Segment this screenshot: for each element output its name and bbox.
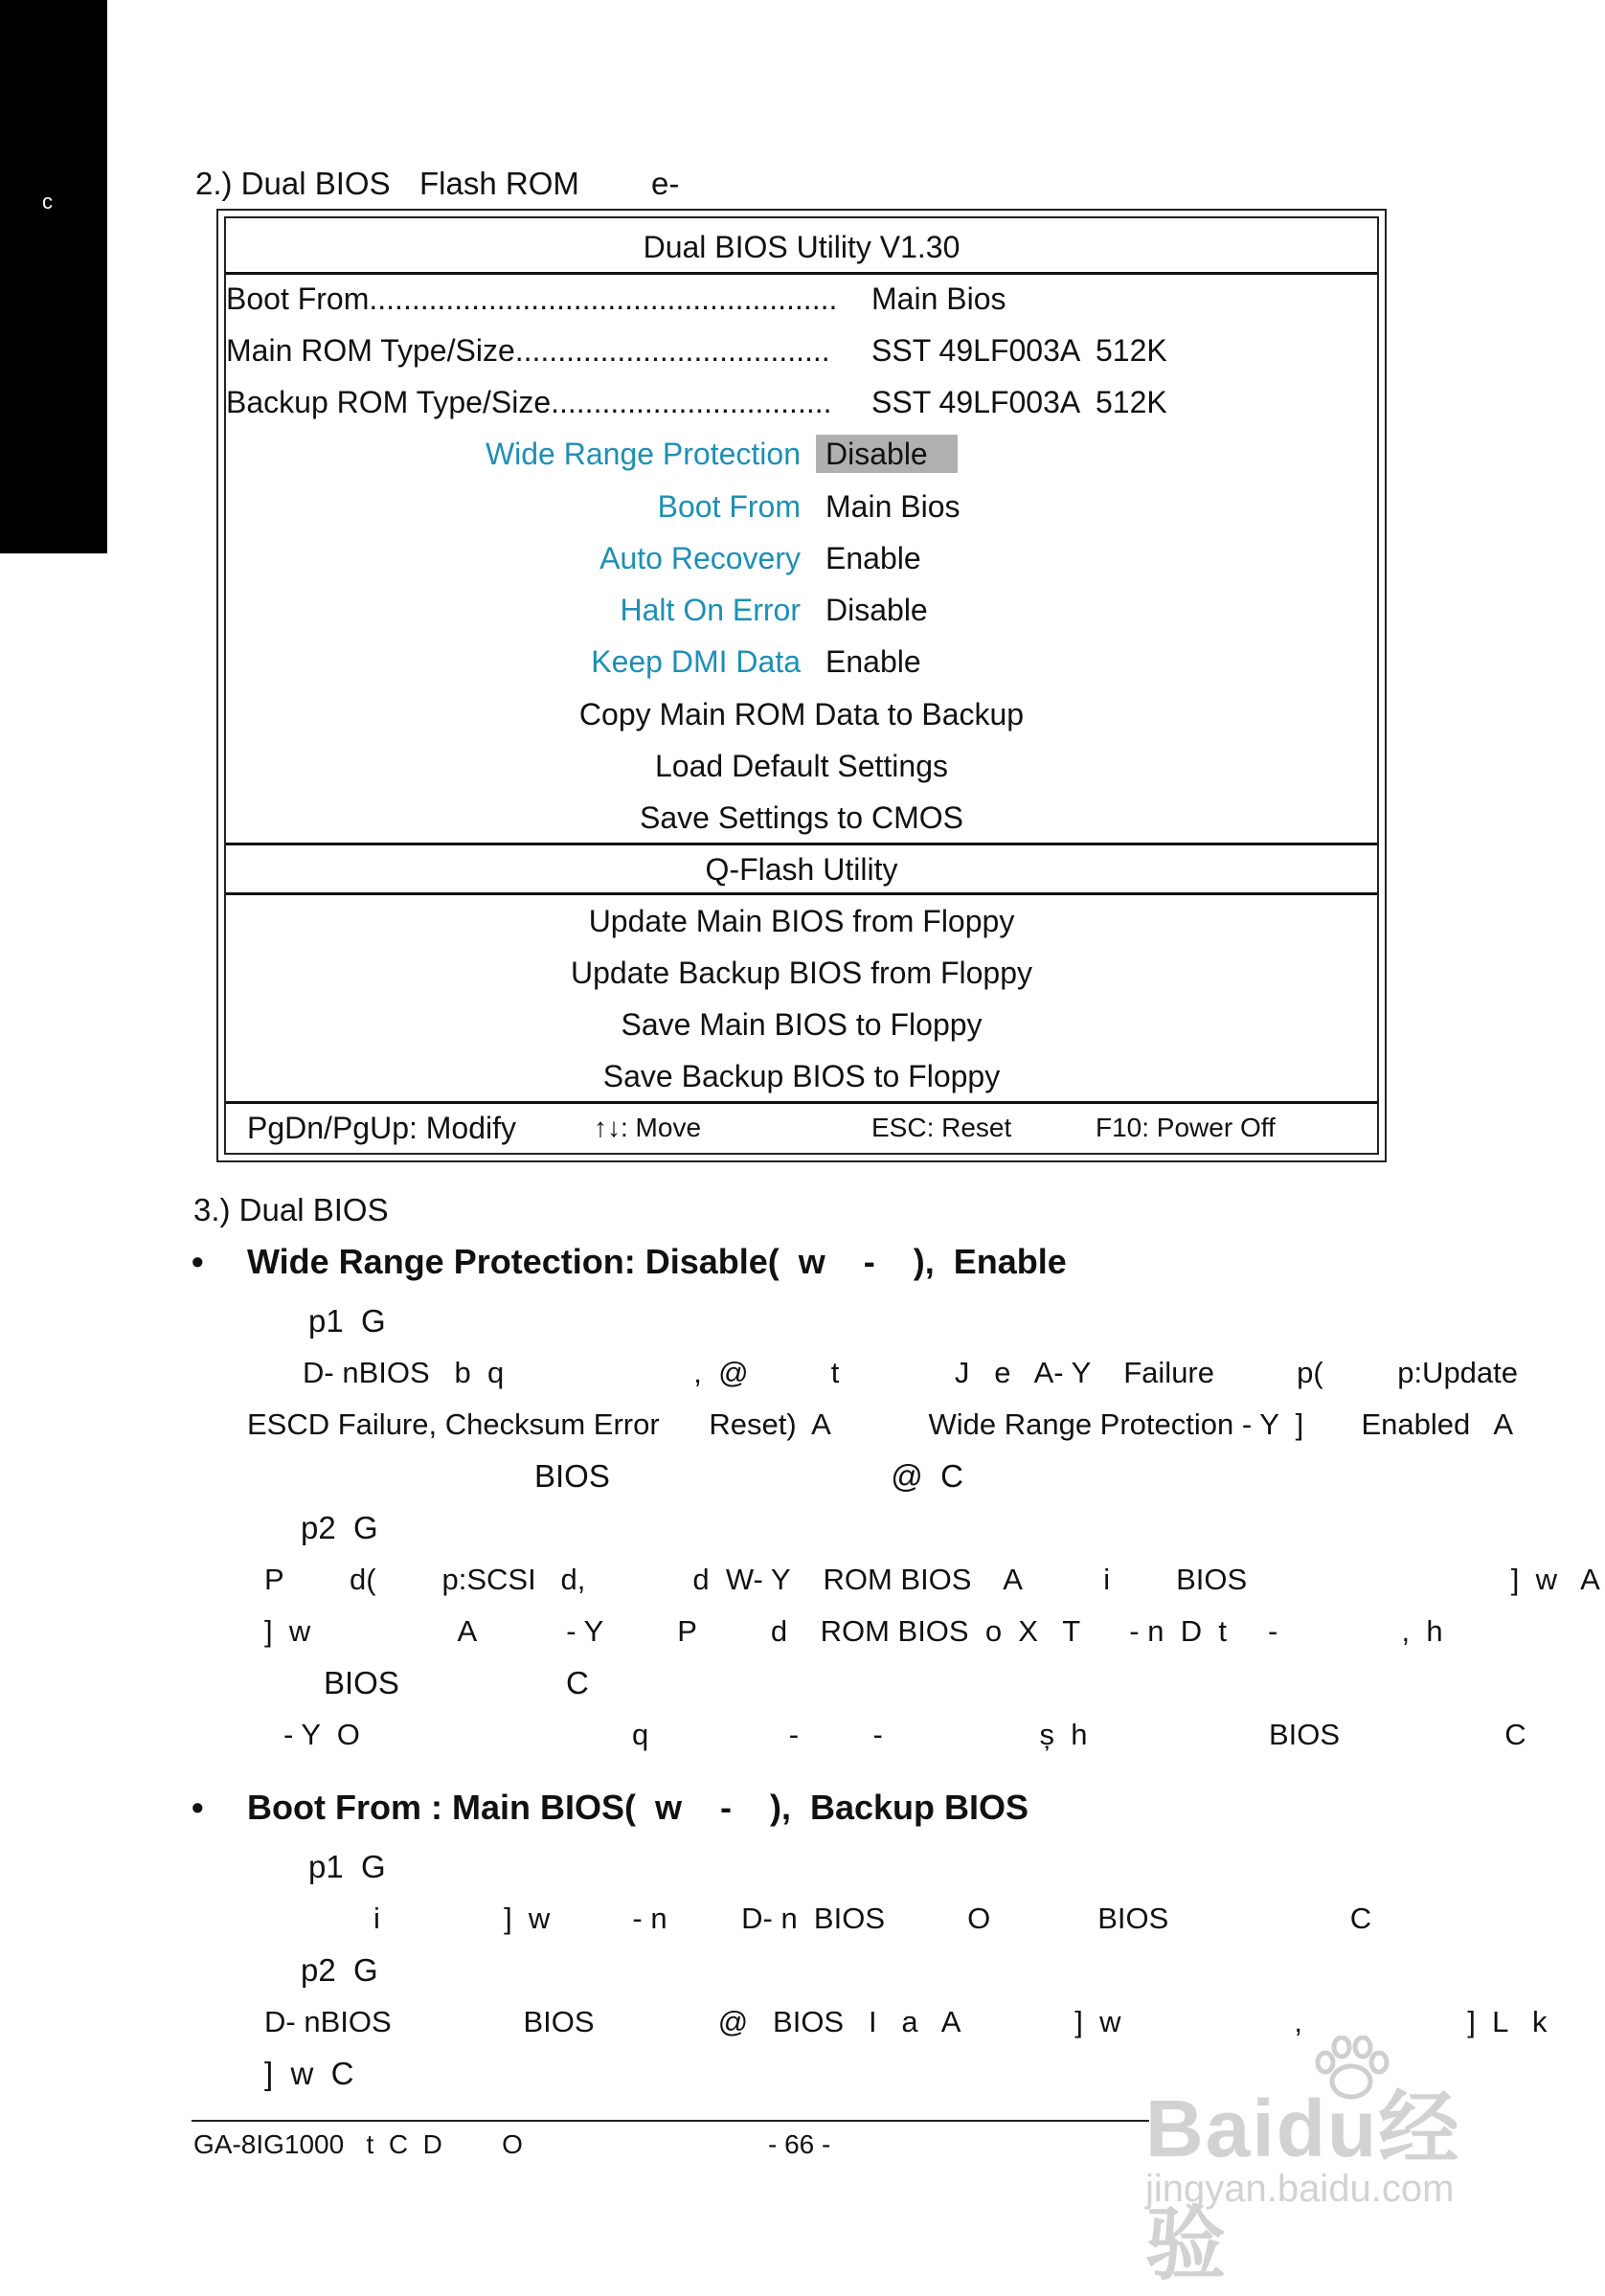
body-line: p1 G (308, 1849, 386, 1884)
qflash-save-main[interactable]: Save Main BIOS to Floppy (621, 1007, 983, 1042)
page-number: - 66 - (768, 2129, 831, 2159)
body-line: p2 G (301, 1952, 378, 1988)
body-line: ] w C (264, 2056, 354, 2091)
option-value-halt-on-error[interactable]: Disable (825, 593, 928, 627)
option-value-auto-recovery[interactable]: Enable (825, 541, 921, 575)
divider (226, 843, 1377, 845)
bullet-marker: • (192, 1242, 204, 1281)
option-label-wide-range-protection[interactable]: Wide Range Protection (485, 437, 801, 471)
body-line: ] w A - Y P d ROM BIOS o X T - n D t - , h (264, 1614, 1443, 1648)
page-sidebar-tab (0, 0, 107, 553)
bios-utility-inner (224, 216, 1379, 1155)
option-value-wide-range-protection[interactable]: Disable (816, 435, 958, 473)
info-size-main-rom: 512K (1096, 333, 1167, 368)
info-value-backup-rom: SST 49LF003A (871, 385, 1081, 419)
body-line: BIOS @ C (534, 1458, 963, 1494)
option-label-halt-on-error[interactable]: Halt On Error (620, 593, 801, 627)
footer-left: GA-8IG1000 t C D O (193, 2129, 523, 2159)
body-line: BIOS C (324, 1665, 589, 1700)
watermark-url: jingyan.baidu.com (1145, 2168, 1455, 2210)
action-save-settings-cmos[interactable]: Save Settings to CMOS (640, 800, 963, 835)
option-label-keep-dmi-data[interactable]: Keep DMI Data (591, 644, 801, 679)
bullet1-heading: Wide Range Protection: Disable( w - ), Enable (247, 1242, 1067, 1281)
bullet-marker: • (192, 1788, 204, 1827)
hint-modify: PgDn/PgUp: Modify (247, 1111, 517, 1145)
baidu-watermark (1136, 2036, 1519, 2289)
info-label-boot-from: Boot From....................................................... (226, 281, 838, 316)
body-line: p2 G (301, 1510, 378, 1545)
bios-title: Dual BIOS Utility V1.30 (643, 230, 961, 264)
qflash-update-main[interactable]: Update Main BIOS from Floppy (588, 904, 1015, 938)
footer-rule (192, 2120, 1149, 2122)
info-label-backup-rom: Backup ROM Type/Size................................. (226, 385, 832, 419)
option-value-keep-dmi-data[interactable]: Enable (825, 644, 921, 679)
body-line: D- nBIOS BIOS @ BIOS I a A ] w , ] L k (264, 2005, 1548, 2038)
bullet2-heading: Boot From : Main BIOS( w - ), Backup BIOS (247, 1788, 1029, 1827)
section3-heading: 3.) Dual BIOS (193, 1192, 389, 1227)
body-line: ESCD Failure, Checksum Error Reset) A Wide Range Protection - Y ] Enabled A (247, 1407, 1514, 1441)
bios-utility-screen (216, 209, 1387, 1162)
body-line: D- nBIOS b q , @ t J e A- Y Failure p( p:Update (303, 1356, 1519, 1389)
info-size-backup-rom: 512K (1096, 385, 1167, 419)
hint-move: ↑↓: Move (594, 1113, 702, 1142)
qflash-title: Q-Flash Utility (705, 852, 898, 887)
divider (226, 272, 1377, 275)
hint-reset: ESC: Reset (871, 1113, 1012, 1142)
info-value-boot-from: Main Bios (871, 281, 1006, 316)
option-label-boot-from[interactable]: Boot From (657, 489, 801, 524)
action-load-default-settings[interactable]: Load Default Settings (655, 749, 948, 783)
qflash-update-backup[interactable]: Update Backup BIOS from Floppy (571, 956, 1032, 990)
body-line: - Y O q - - ș h BIOS C (283, 1718, 1526, 1751)
option-value-boot-from[interactable]: Main Bios (825, 489, 961, 524)
body-line: p1 G (308, 1303, 386, 1339)
action-copy-main-rom[interactable]: Copy Main ROM Data to Backup (578, 697, 1025, 732)
watermark-logo: Baidu经验 (1145, 2083, 1461, 2289)
body-line: P d( p:SCSI d, d W- Y ROM BIOS A i BIOS ] w A (264, 1563, 1600, 1596)
info-value-main-rom: SST 49LF003A (871, 333, 1081, 368)
sidebar-char: c (42, 190, 53, 214)
option-label-auto-recovery[interactable]: Auto Recovery (599, 541, 801, 575)
section2-heading-part1: 2.) Dual BIOS (195, 166, 391, 201)
section2-heading-part2: Flash ROM (419, 166, 579, 201)
hint-power-off: F10: Power Off (1096, 1113, 1276, 1142)
qflash-save-backup[interactable]: Save Backup BIOS to Floppy (602, 1059, 1001, 1093)
body-line: i ] w - n D- n BIOS O BIOS C (373, 1902, 1372, 1935)
divider (226, 892, 1377, 895)
section2-heading-part3: e- (651, 166, 680, 201)
info-label-main-rom: Main ROM Type/Size..................................... (226, 333, 830, 368)
divider (226, 1101, 1377, 1104)
